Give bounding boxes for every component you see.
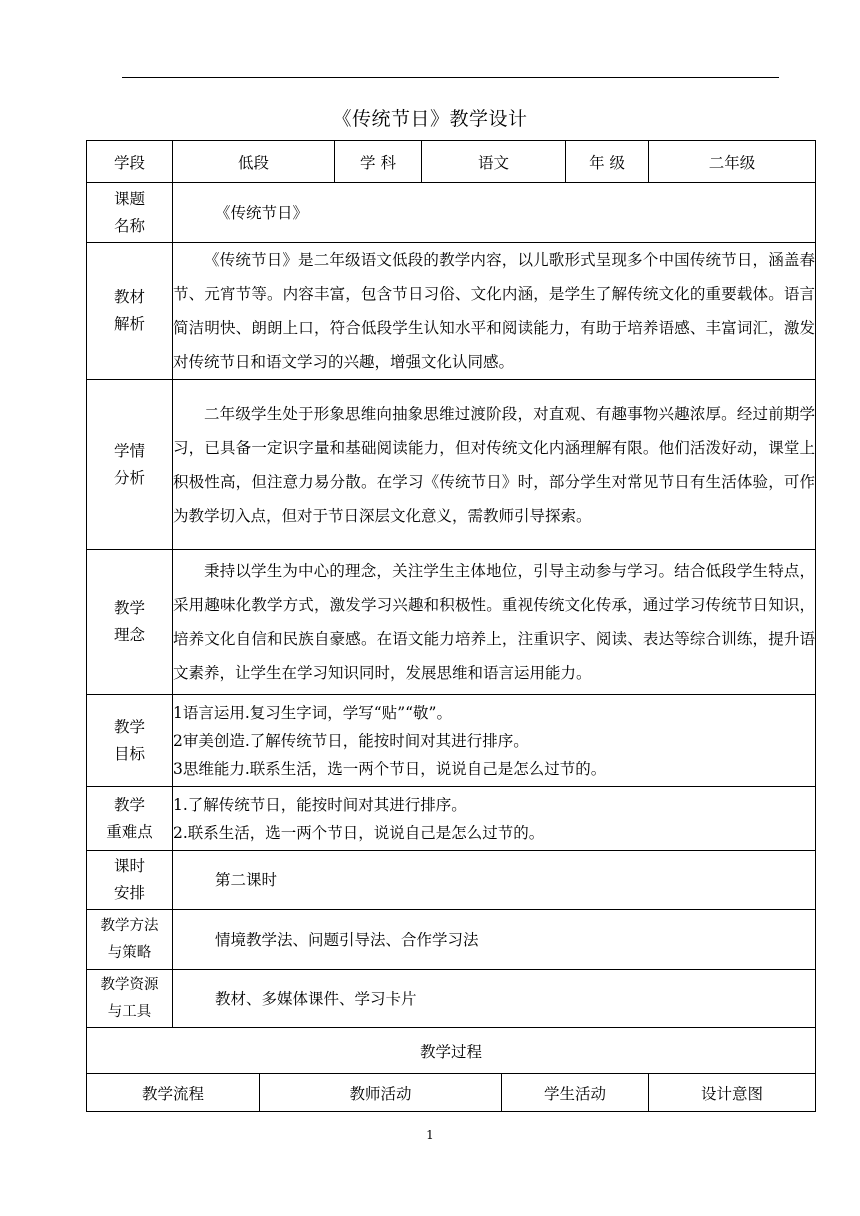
methods-value: 情境教学法、问题引导法、合作学习法 (173, 910, 816, 970)
key-points-label (87, 787, 173, 851)
goals-label-line-1: 教学 (113, 717, 145, 736)
process-column-header: 教学流程 (87, 1074, 260, 1112)
lesson-plan-table (86, 140, 816, 1112)
resources-row (87, 970, 816, 1028)
process-title: 教学过程 (87, 1028, 816, 1074)
goals-list (173, 695, 816, 787)
goals-row (87, 695, 816, 787)
grade-label: 年 级 (566, 141, 649, 183)
material-text: 《传统节日》是二年级语文低段的教学内容，以儿歌形式呈现多个中国传统节日，涵盖春节、元宵节等。内容丰富，包含节日习俗、文化内涵，是学生了解传统文化的重要载体。语言简洁明快、朗朗上口，符合低段学生认知水平和阅读能力，有助于培养语感、丰富词汇，激发对传统节日和语文学习的兴趣，增强文化认同感。 (173, 243, 816, 380)
methods-label-line-1: 教学方法 (100, 917, 159, 934)
schedule-value: 第二课时 (173, 851, 816, 910)
topic-label-line-1: 课题 (113, 189, 145, 208)
resources-label (87, 970, 173, 1028)
resources-label-line-2: 与工具 (107, 1003, 152, 1020)
key-points-list (173, 787, 816, 851)
goals-label-line-2: 目标 (113, 744, 145, 763)
subject-value: 语文 (422, 141, 566, 183)
resources-value: 教材、多媒体课件、学习卡片 (173, 970, 816, 1028)
stage-label: 学段 (87, 141, 173, 183)
goals-label (87, 695, 173, 787)
grade-value: 二年级 (649, 141, 816, 183)
learner-row (87, 380, 816, 550)
process-column-header: 学生活动 (502, 1074, 649, 1112)
philosophy-row (87, 550, 816, 695)
material-label (87, 243, 173, 380)
process-column-header: 教师活动 (260, 1074, 502, 1112)
key-point-item: 2.联系生活，选一两个节日，说说自己是怎么过节的。 (173, 823, 545, 842)
philosophy-label-line-2: 理念 (113, 626, 145, 644)
header-row (87, 141, 816, 183)
process-header-row (87, 1074, 816, 1112)
process-title-row (87, 1028, 816, 1074)
methods-label (87, 910, 173, 970)
schedule-row (87, 851, 816, 910)
topic-row (87, 183, 816, 243)
key-point-item: 1.了解传统节日，能按时间对其进行排序。 (173, 795, 467, 814)
methods-label-line-2: 与策略 (107, 944, 152, 961)
topic-label (87, 183, 173, 243)
schedule-label-line-1: 课时 (113, 857, 145, 875)
learner-label-line-2: 分析 (113, 468, 145, 487)
key-points-label-line-1: 教学 (113, 795, 145, 814)
stage-value: 低段 (173, 141, 335, 183)
subject-label: 学 科 (335, 141, 422, 183)
schedule-label (87, 851, 173, 910)
document-title: 《传统节日》教学设计 (332, 108, 528, 130)
material-label-line-2: 解析 (113, 315, 145, 333)
resources-label-line-1: 教学资源 (100, 976, 159, 993)
learner-label (87, 380, 173, 550)
topic-value: 《传统节日》 (173, 183, 816, 243)
learner-label-line-1: 学情 (113, 441, 145, 460)
goal-item: 3思维能力.联系生活，选一两个节日，说说自己是怎么过节的。 (173, 759, 607, 778)
philosophy-text: 秉持以学生为中心的理念，关注学生主体地位，引导主动参与学习。结合低段学生特点，采用趣味化教学方式，激发学习兴趣和积极性。重视传统文化传承，通过学习传统节日知识，培养文化自信和民族自豪感。在语文能力培养上，注重识字、阅读、表达等综合训练，提升语文素养，让学生在学习知识同时，发展思维和语言运用能力。 (173, 550, 816, 695)
methods-row (87, 910, 816, 970)
key-points-label-line-2: 重难点 (106, 822, 153, 841)
topic-label-line-2: 名称 (113, 216, 145, 235)
schedule-label-line-2: 安排 (113, 884, 145, 902)
page-number: 1 (426, 1128, 434, 1142)
philosophy-label (87, 550, 173, 695)
goal-item: 1语言运用.复习生字词，学写“贴”“敬”。 (173, 703, 452, 722)
learner-text: 二年级学生处于形象思维向抽象思维过渡阶段，对直观、有趣事物兴趣浓厚。经过前期学习，已具备一定识字量和基础阅读能力，但对传统文化内涵理解有限。他们活泼好动，课堂上积极性高，但注意力易分散。在学习《传统节日》时，部分学生对常见节日有生活体验，可作为教学切入点，但对于节日深层文化意义，需教师引导探索。 (173, 380, 816, 550)
process-column-header: 设计意图 (649, 1074, 816, 1112)
header-rule (122, 77, 779, 78)
key-points-row (87, 787, 816, 851)
philosophy-label-line-1: 教学 (113, 599, 145, 617)
material-row (87, 243, 816, 380)
material-label-line-1: 教材 (113, 288, 145, 306)
goal-item: 2审美创造.了解传统节日，能按时间对其进行排序。 (173, 731, 529, 750)
